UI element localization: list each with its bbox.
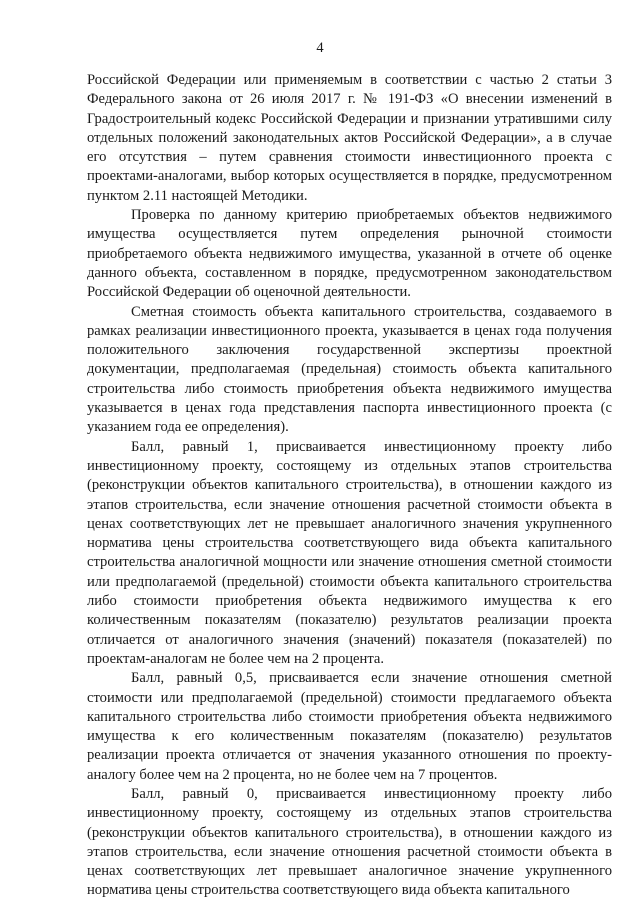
paragraph-score-0: Балл, равный 0, присваивается инвестиционному проекту либо инвестиционному проекту, состоящему из отдельных этапов строительства (реконструкции объектов капитального строительства), в отношении каждого из этапов строительства, если значение отношения расчетной стоимости объекта в ценах соответствующих лет превышает аналогичное значение укрупненного норматива цены строительства соответствующего вида объекта капитального bbox=[87, 785, 612, 899]
paragraph-verification-criterion: Проверка по данному критерию приобретаемых объектов недвижимого имущества осуществляется путем определения рыночной стоимости приобретаемого объекта недвижимого имущества, указанной в отчете об оценке данного объекта, составленном в порядке, предусмотренном законодательством Российской Федерации об оценочной деятельности. bbox=[87, 207, 612, 301]
document-body bbox=[87, 71, 612, 901]
paragraph-estimated-cost: Сметная стоимость объекта капитального строительства, создаваемого в рамках реализации инвестиционного проекта, указывается в ценах года получения положительного заключения государственной экспертизы проектной документации, предполагаемая (предельная) стоимость объекта капитального строительства либо стоимость приобретения объекта недвижимого имущества указывается в ценах года представления паспорта инвестиционного проекта (с указанием года ее определения). bbox=[87, 303, 612, 436]
paragraph-score-1: Балл, равный 1, присваивается инвестиционному проекту либо инвестиционному проекту, состоящему из отдельных этапов строительства (реконструкции объектов капитального строительства), в отношении каждого из этапов строительства, если значение отношения расчетной стоимости объекта в ценах соответствующих лет не превышает аналогичного значения укрупненного норматива цены строительства соответствующего вида объекта капитального строительства аналогичной мощности или значение отношения сметной стоимости или предполагаемой (предельной) стоимости объекта капитального строительства либо стоимости приобретения объекта недвижимого имущества к его количественным показателям (показателю) результатов реализации проекта отличается от аналогичного значения (значений) показателя (показателей) по проектам-аналогам не более чем на 2 процента. bbox=[87, 438, 612, 667]
page-number: 4 bbox=[316, 40, 324, 56]
paragraph-score-0-5: Балл, равный 0,5, присваивается если значение отношения сметной стоимости или предполагаемой (предельной) стоимости предлагаемого объекта капитального строительства либо стоимости приобретения объекта недвижимого имущества к его количественным показателям (показателю) результатов реализации проекта отличается от значения указанного отношения по проекту-аналогу более чем на 2 процента, но не более чем на 7 процентов. bbox=[87, 670, 612, 783]
paragraph-continued-text: Российской Федерации или применяемым в соответствии с частью 2 статьи 3 Федерального закона от 26 июля 2017 г. № 191-ФЗ «О внесении изменений в Градостроительный кодекс Российской Федерации и признании утратившими силу отдельных положений законодательных актов Российской Федерации», а в случае его отсутствия – путем сравнения стоимости инвестиционного проекта с проектами-аналогами, выбор которых осуществляется в порядке, предусмотренном пунктом 2.11 настоящей Методики. bbox=[87, 72, 612, 204]
